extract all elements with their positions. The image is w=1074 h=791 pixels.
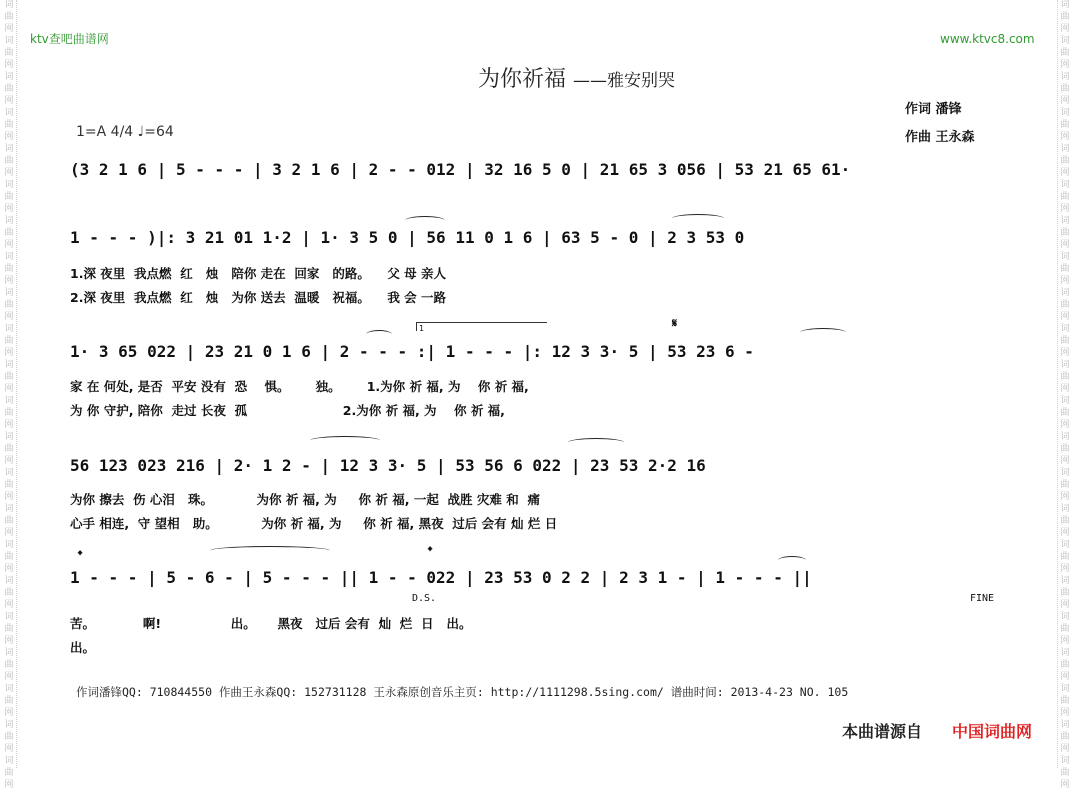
watermark-glyph: 网 bbox=[1060, 24, 1070, 34]
watermark-glyph: 词 bbox=[4, 540, 14, 550]
lyric-row-4b: 心手 相连, 守 望相 助。 为你 祈 福, 为 你 祈 福, 黑夜 过后 会有 灿 烂 日 bbox=[70, 516, 558, 531]
footer-info: 作词潘锋QQ: 710844550 作曲王永森QQ: 152731128 王永森原创音乐主页: http://1111298.5sing.com/ 谱曲时间: 2013-4-23 NO. 105 bbox=[76, 685, 849, 699]
watermark-glyph: 网 bbox=[1060, 672, 1070, 682]
watermark-glyph: 网 bbox=[1060, 204, 1070, 214]
watermark-glyph: 词 bbox=[4, 396, 14, 406]
watermark-glyph: 网 bbox=[1060, 96, 1070, 106]
watermark-glyph: 网 bbox=[4, 744, 14, 754]
score-row-5: 1 - - - | 5 - 6 - | 5 - - - || 1 - - 022 | 23 53 0 2 2 | 2 3 1 - | 1 - - - || bbox=[70, 568, 812, 587]
watermark-glyph: 网 bbox=[4, 600, 14, 610]
lyric-row-4a: 为你 擦去 伤 心泪 珠。 为你 祈 福, 为 你 祈 福, 一起 战胜 灾难 和 痛 bbox=[70, 492, 540, 507]
watermark-glyph: 曲 bbox=[1060, 192, 1070, 202]
watermark-glyph: 网 bbox=[1060, 636, 1070, 646]
watermark-glyph: 网 bbox=[1060, 312, 1070, 322]
watermark-glyph: 网 bbox=[4, 636, 14, 646]
tie-mark bbox=[778, 556, 806, 565]
watermark-glyph: 网 bbox=[1060, 60, 1070, 70]
watermark-glyph: 曲 bbox=[1060, 444, 1070, 454]
watermark-glyph: 网 bbox=[4, 384, 14, 394]
watermark-glyph: 曲 bbox=[1060, 768, 1070, 778]
watermark-glyph: 曲 bbox=[4, 300, 14, 310]
watermark-glyph: 网 bbox=[1060, 492, 1070, 502]
brand-logo-text: 中国词曲网 bbox=[952, 722, 1033, 741]
watermark-glyph: 词 bbox=[1060, 180, 1070, 190]
watermark-glyph: 曲 bbox=[4, 552, 14, 562]
watermark-glyph: 词 bbox=[4, 612, 14, 622]
watermark-glyph: 词 bbox=[4, 288, 14, 298]
volta-bracket: 1 bbox=[416, 322, 547, 331]
watermark-glyph: 网 bbox=[1060, 168, 1070, 178]
watermark-glyph: 词 bbox=[4, 72, 14, 82]
watermark-glyph: 曲 bbox=[4, 624, 14, 634]
watermark-glyph: 词 bbox=[4, 252, 14, 262]
tie-mark bbox=[310, 436, 380, 445]
lyric-row-3a: 家 在 何处, 是否 平安 没有 恐 惧。 独。 1.为你 祈 福, 为 你 祈 福, bbox=[70, 379, 529, 394]
watermark-glyph: 网 bbox=[4, 528, 14, 538]
watermark-glyph: 曲 bbox=[1060, 156, 1070, 166]
watermark-glyph: 曲 bbox=[4, 372, 14, 382]
watermark-glyph: 词 bbox=[1060, 108, 1070, 118]
watermark-glyph: 网 bbox=[4, 492, 14, 502]
segno-sign: 𝄋 bbox=[672, 316, 678, 330]
watermark-glyph: 曲 bbox=[1060, 516, 1070, 526]
lyricist: 作词 潘锋 bbox=[905, 102, 962, 117]
watermark-glyph: 曲 bbox=[1060, 552, 1070, 562]
watermark-glyph: 曲 bbox=[1060, 120, 1070, 130]
watermark-glyph: 曲 bbox=[1060, 588, 1070, 598]
watermark-glyph: 网 bbox=[4, 24, 14, 34]
tie-mark bbox=[800, 328, 846, 337]
watermark-glyph: 网 bbox=[4, 240, 14, 250]
watermark-glyph: 词 bbox=[1060, 360, 1070, 370]
watermark-glyph: 曲 bbox=[4, 480, 14, 490]
key-meter: 1=A 4/4 ♩=64 bbox=[76, 124, 174, 140]
watermark-glyph: 词 bbox=[4, 576, 14, 586]
watermark-glyph: 词 bbox=[4, 36, 14, 46]
watermark-glyph: 曲 bbox=[4, 48, 14, 58]
watermark-glyph: 词 bbox=[1060, 324, 1070, 334]
watermark-glyph: 词 bbox=[1060, 540, 1070, 550]
watermark-glyph: 曲 bbox=[1060, 300, 1070, 310]
site-name-left: ktv查吧曲谱网 bbox=[30, 32, 109, 46]
watermark-glyph: 网 bbox=[4, 780, 14, 790]
watermark-right bbox=[1057, 0, 1072, 790]
watermark-glyph: 词 bbox=[4, 216, 14, 226]
watermark-glyph: 词 bbox=[4, 324, 14, 334]
watermark-glyph: 曲 bbox=[1060, 84, 1070, 94]
watermark-glyph: 曲 bbox=[4, 588, 14, 598]
watermark-glyph: 曲 bbox=[4, 516, 14, 526]
ds-label: D.S. bbox=[412, 593, 437, 604]
watermark-glyph: 词 bbox=[1060, 216, 1070, 226]
score-row-3: 1· 3 65 022 | 23 21 0 1 6 | 2 - - - :| 1 - - - |: 12 3 3· 5 | 53 23 6 - bbox=[70, 342, 754, 361]
tie-mark bbox=[568, 438, 624, 447]
watermark-glyph: 词 bbox=[1060, 144, 1070, 154]
watermark-glyph: 词 bbox=[1060, 396, 1070, 406]
watermark-glyph: 词 bbox=[1060, 576, 1070, 586]
watermark-glyph: 词 bbox=[1060, 252, 1070, 262]
watermark-glyph: 曲 bbox=[4, 192, 14, 202]
watermark-glyph: 词 bbox=[4, 684, 14, 694]
lyric-row-2a: 1.深 夜里 我点燃 红 烛 陪你 走在 回家 的路。 父 母 亲人 bbox=[70, 266, 447, 281]
watermark-glyph: 曲 bbox=[1060, 12, 1070, 22]
watermark-glyph: 网 bbox=[4, 348, 14, 358]
watermark-glyph: 词 bbox=[4, 432, 14, 442]
watermark-glyph: 网 bbox=[1060, 384, 1070, 394]
watermark-glyph: 词 bbox=[4, 648, 14, 658]
watermark-glyph: 词 bbox=[1060, 720, 1070, 730]
lyric-row-3b: 为 你 守护, 陪你 走过 长夜 孤 2.为你 祈 福, 为 你 祈 福, bbox=[70, 403, 505, 418]
watermark-glyph: 网 bbox=[4, 312, 14, 322]
watermark-glyph: 词 bbox=[4, 0, 14, 10]
watermark-glyph: 网 bbox=[4, 276, 14, 286]
score-row-4: 56 123 023 216 | 2· 1 2 - | 12 3 3· 5 | 53 56 6 022 | 23 53 2·2 16 bbox=[70, 456, 706, 475]
watermark-glyph: 网 bbox=[1060, 276, 1070, 286]
watermark-glyph: 词 bbox=[1060, 684, 1070, 694]
watermark-glyph: 词 bbox=[1060, 468, 1070, 478]
source-label: 本曲谱源自 bbox=[842, 722, 923, 741]
watermark-glyph: 曲 bbox=[4, 336, 14, 346]
watermark-glyph: 网 bbox=[4, 96, 14, 106]
watermark-glyph: 曲 bbox=[4, 408, 14, 418]
watermark-glyph: 曲 bbox=[4, 12, 14, 22]
watermark-glyph: 曲 bbox=[4, 120, 14, 130]
tie-mark bbox=[405, 216, 445, 225]
watermark-glyph: 词 bbox=[1060, 288, 1070, 298]
coda-sign-1: 𝄌 bbox=[78, 548, 83, 562]
watermark-glyph: 曲 bbox=[1060, 624, 1070, 634]
watermark-glyph: 词 bbox=[1060, 432, 1070, 442]
watermark-glyph: 曲 bbox=[4, 84, 14, 94]
watermark-glyph: 网 bbox=[4, 564, 14, 574]
watermark-glyph: 词 bbox=[1060, 72, 1070, 82]
watermark-glyph: 曲 bbox=[4, 660, 14, 670]
watermark-glyph: 网 bbox=[4, 132, 14, 142]
tie-mark bbox=[210, 546, 330, 555]
watermark-glyph: 网 bbox=[1060, 528, 1070, 538]
watermark-glyph: 词 bbox=[1060, 0, 1070, 10]
watermark-glyph: 曲 bbox=[1060, 48, 1070, 58]
watermark-glyph: 网 bbox=[1060, 600, 1070, 610]
watermark-glyph: 网 bbox=[1060, 456, 1070, 466]
watermark-glyph: 词 bbox=[1060, 504, 1070, 514]
composer: 作曲 王永森 bbox=[905, 130, 975, 145]
score-row-1: (3 2 1 6 | 5 - - - | 3 2 1 6 | 2 - - 012 | 32 16 5 0 | 21 65 3 056 | 53 21 65 61· bbox=[70, 160, 851, 179]
watermark-glyph: 网 bbox=[1060, 420, 1070, 430]
watermark-glyph: 曲 bbox=[1060, 228, 1070, 238]
subtitle-text: ——雅安别哭 bbox=[573, 71, 676, 91]
watermark-glyph: 曲 bbox=[1060, 732, 1070, 742]
watermark-glyph: 网 bbox=[1060, 240, 1070, 250]
watermark-glyph: 网 bbox=[1060, 744, 1070, 754]
watermark-glyph: 曲 bbox=[1060, 696, 1070, 706]
fine-label: FINE bbox=[970, 593, 995, 604]
watermark-glyph: 曲 bbox=[4, 768, 14, 778]
watermark-glyph: 曲 bbox=[4, 732, 14, 742]
title-text: 为你祈福 bbox=[478, 67, 567, 92]
watermark-glyph: 曲 bbox=[1060, 264, 1070, 274]
site-url-right: www.ktvc8.com bbox=[940, 32, 1035, 46]
watermark-glyph: 词 bbox=[4, 108, 14, 118]
tie-mark bbox=[672, 214, 724, 223]
watermark-glyph: 网 bbox=[4, 204, 14, 214]
watermark-glyph: 词 bbox=[1060, 756, 1070, 766]
watermark-glyph: 曲 bbox=[4, 264, 14, 274]
watermark-glyph: 网 bbox=[1060, 708, 1070, 718]
watermark-glyph: 网 bbox=[1060, 780, 1070, 790]
watermark-glyph: 词 bbox=[4, 756, 14, 766]
lyric-row-2b: 2.深 夜里 我点燃 红 烛 为你 送去 温暖 祝福。 我 会 一路 bbox=[70, 290, 447, 305]
watermark-glyph: 网 bbox=[4, 60, 14, 70]
song-title bbox=[478, 62, 675, 93]
tie-mark bbox=[366, 330, 392, 339]
watermark-glyph: 曲 bbox=[1060, 336, 1070, 346]
watermark-glyph: 网 bbox=[1060, 348, 1070, 358]
watermark-glyph: 词 bbox=[4, 468, 14, 478]
watermark-glyph: 网 bbox=[4, 672, 14, 682]
watermark-glyph: 网 bbox=[1060, 132, 1070, 142]
watermark-glyph: 曲 bbox=[4, 444, 14, 454]
watermark-glyph: 曲 bbox=[1060, 372, 1070, 382]
watermark-glyph: 网 bbox=[1060, 564, 1070, 574]
watermark-glyph: 词 bbox=[4, 360, 14, 370]
watermark-glyph: 词 bbox=[4, 180, 14, 190]
watermark-glyph: 曲 bbox=[4, 228, 14, 238]
watermark-glyph: 曲 bbox=[1060, 480, 1070, 490]
watermark-glyph: 曲 bbox=[4, 696, 14, 706]
watermark-left bbox=[2, 0, 17, 790]
score-row-2: 1 - - - )|: 3 21 01 1·2 | 1· 3 5 0 | 56 11 0 1 6 | 63 5 - 0 | 2 3 53 0 bbox=[70, 228, 745, 247]
watermark-glyph: 曲 bbox=[1060, 660, 1070, 670]
watermark-glyph: 词 bbox=[4, 504, 14, 514]
watermark-glyph: 曲 bbox=[1060, 408, 1070, 418]
watermark-glyph: 网 bbox=[4, 708, 14, 718]
watermark-glyph: 曲 bbox=[4, 156, 14, 166]
watermark-glyph: 词 bbox=[1060, 612, 1070, 622]
watermark-glyph: 网 bbox=[4, 456, 14, 466]
watermark-glyph: 网 bbox=[4, 168, 14, 178]
coda-sign-2: 𝄌 bbox=[428, 544, 433, 558]
lyric-row-5a: 苦。 啊! 出。 黑夜 过后 会有 灿 烂 日 出。 bbox=[70, 616, 472, 631]
watermark-glyph: 词 bbox=[1060, 36, 1070, 46]
lyric-row-5b: 出。 bbox=[70, 640, 96, 655]
watermark-glyph: 词 bbox=[4, 720, 14, 730]
watermark-glyph: 词 bbox=[1060, 648, 1070, 658]
watermark-glyph: 词 bbox=[4, 144, 14, 154]
watermark-glyph: 网 bbox=[4, 420, 14, 430]
